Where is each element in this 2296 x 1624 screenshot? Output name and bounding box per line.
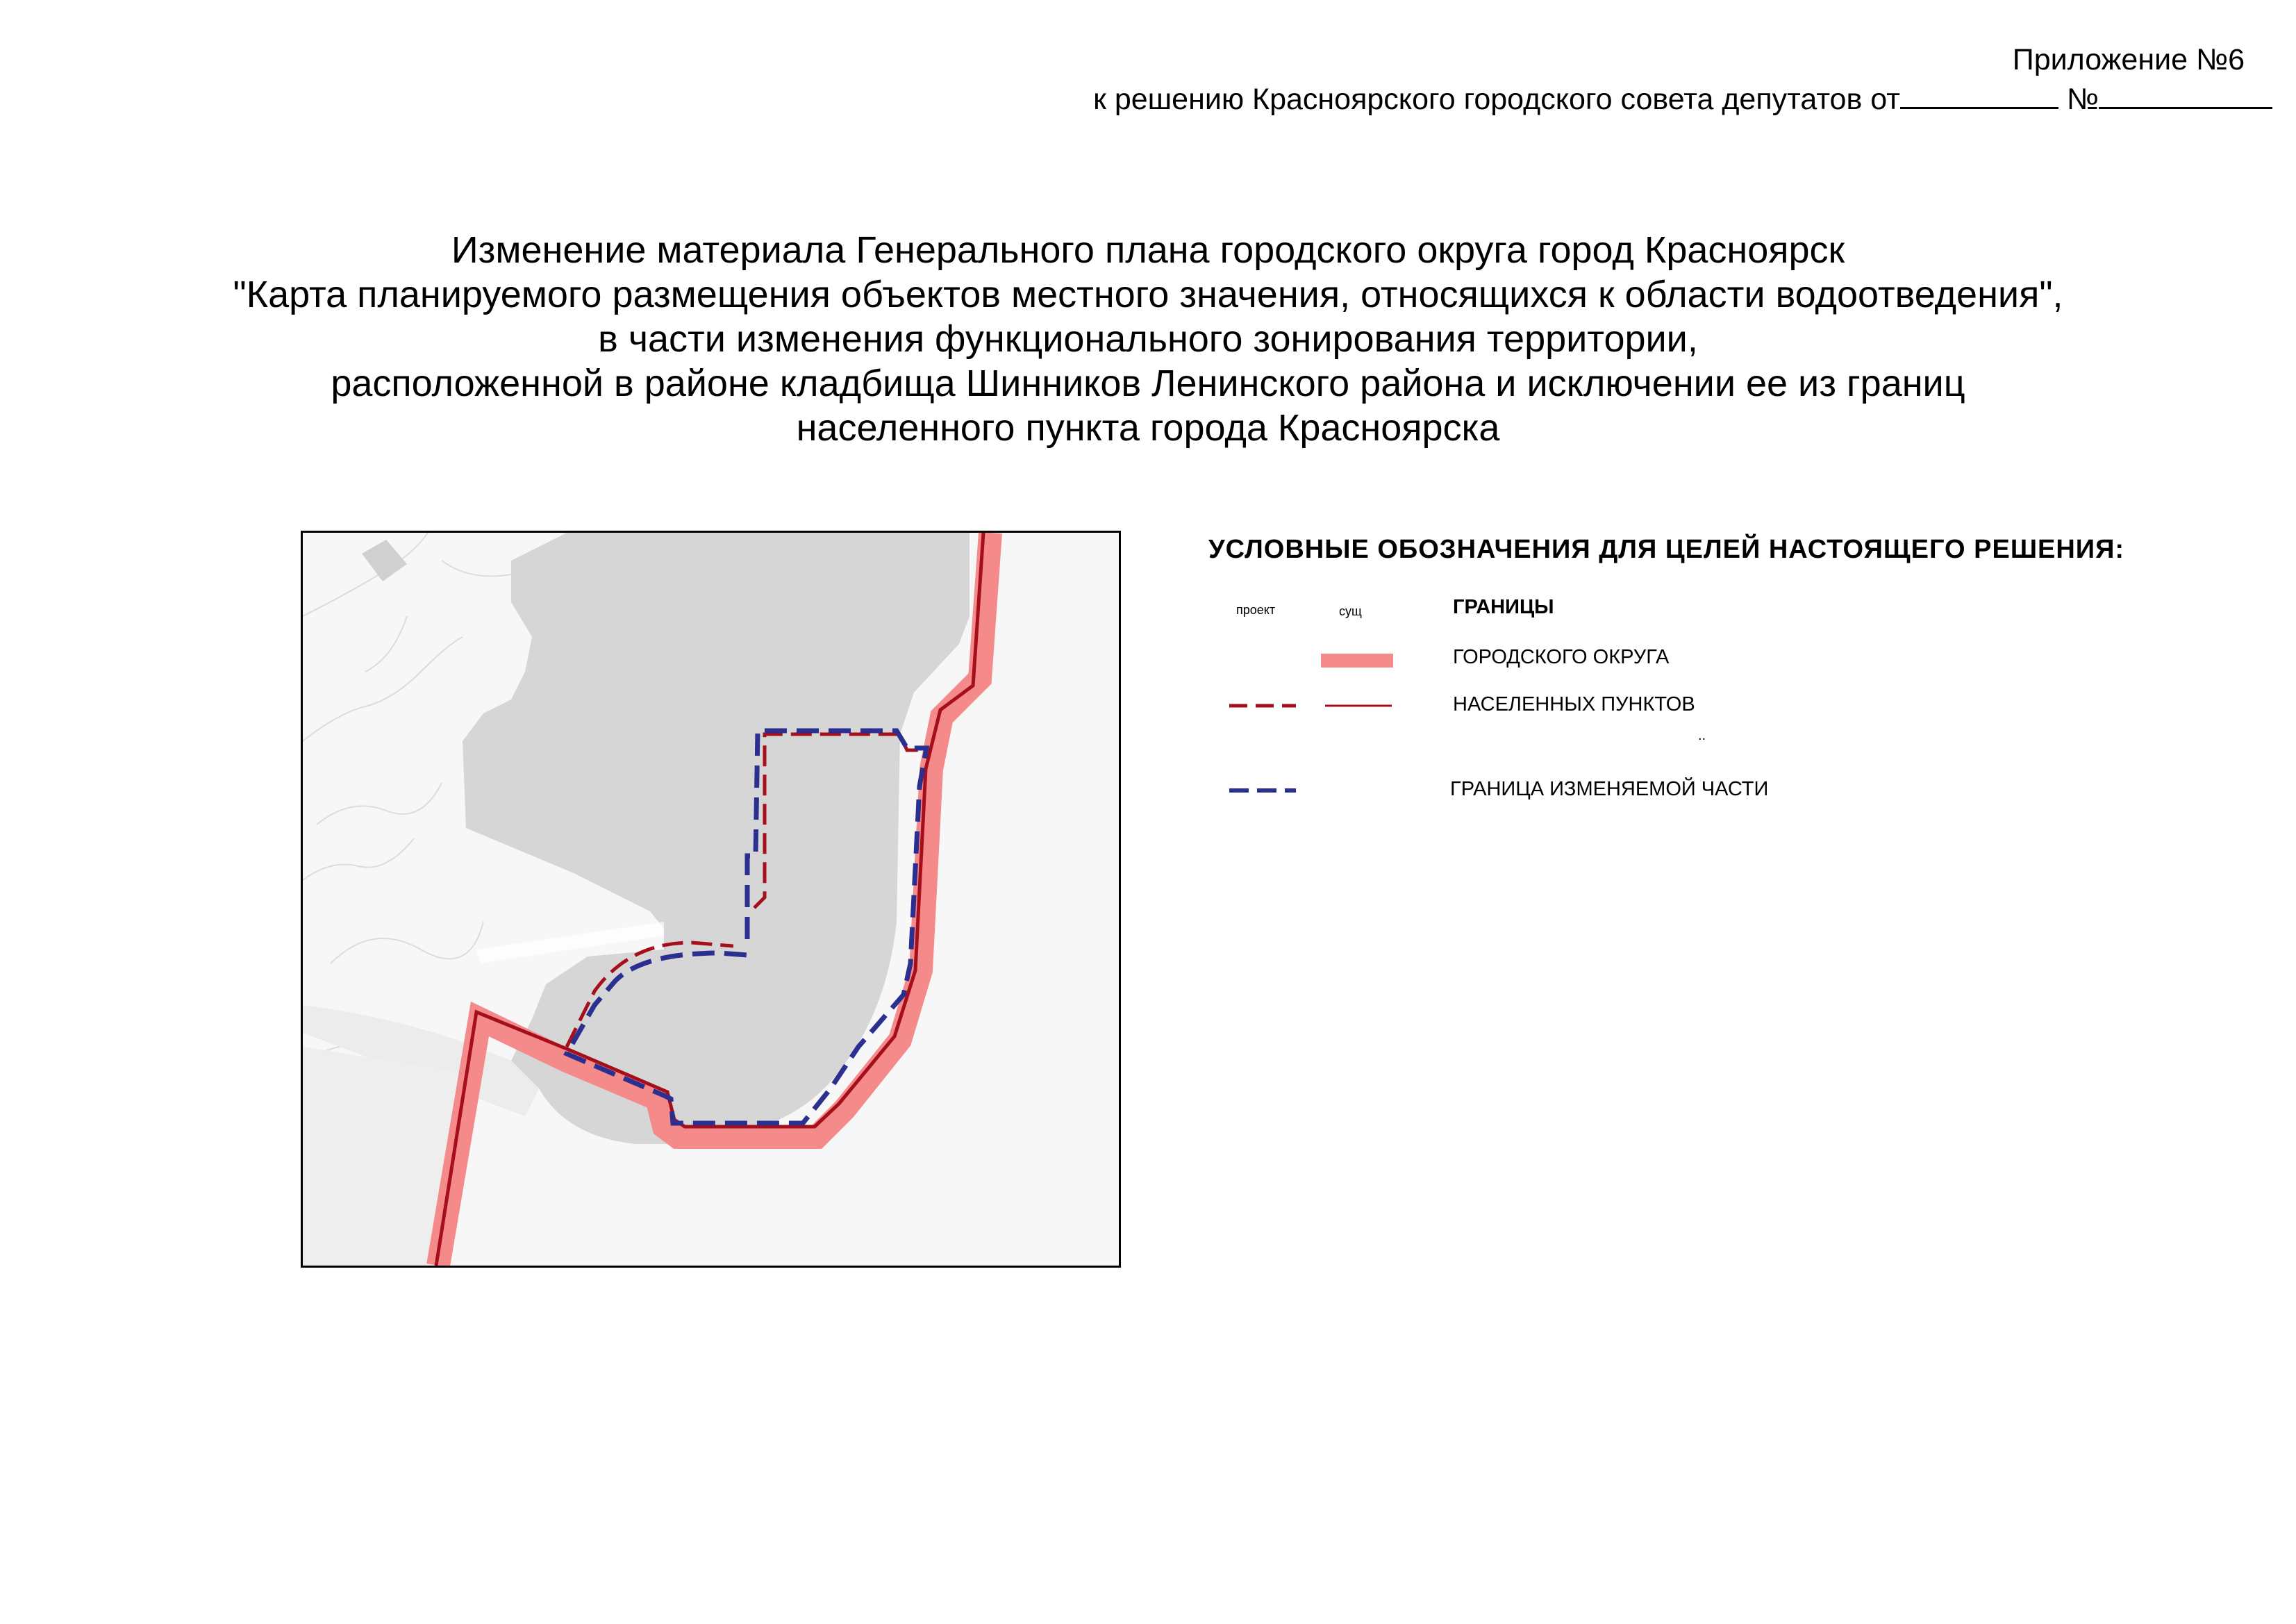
legend-row-settlement bbox=[1208, 693, 2181, 721]
legend-label-city: ГОРОДСКОГО ОКРУГА bbox=[1453, 646, 1670, 668]
settlement-project-swatch bbox=[1229, 702, 1299, 710]
legend-label-change: ГРАНИЦА ИЗМЕНЯЕМОЙ ЧАСТИ bbox=[1450, 778, 1769, 800]
document-header bbox=[1093, 40, 2272, 119]
stray-mark: .. bbox=[1698, 728, 1706, 743]
title-line-1: Изменение материала Генерального плана городского округа город Красноярск bbox=[451, 229, 1845, 271]
legend-header-row bbox=[1208, 596, 2181, 624]
change-boundary-swatch bbox=[1229, 786, 1299, 795]
number-blank bbox=[2099, 79, 2272, 109]
map-canvas bbox=[303, 533, 1119, 1266]
legend-row-change bbox=[1208, 778, 2181, 806]
legend-stray-row bbox=[1208, 728, 2181, 756]
map-frame bbox=[301, 531, 1121, 1268]
decision-prefix: к решению Красноярского городского совета депутатов от bbox=[1093, 83, 1900, 116]
legend-label-settlement: НАСЕЛЕННЫХ ПУНКТОВ bbox=[1453, 693, 1695, 715]
legend-section-title: ГРАНИЦЫ bbox=[1453, 596, 1554, 618]
legend-col-existing: сущ bbox=[1339, 604, 1362, 618]
city-boundary-swatch bbox=[1321, 652, 1397, 670]
title-line-4: расположенной в районе кладбища Шинников Ленинского района и исключении ее из границ bbox=[331, 363, 1965, 404]
title-line-5: населенного пункта города Красноярска bbox=[796, 407, 1500, 449]
decision-line bbox=[1093, 79, 2272, 119]
number-sign: № bbox=[2066, 83, 2099, 116]
title-line-2: "Карта планируемого размещения объектов местного значения, относящихся к области водоотведения", bbox=[233, 274, 2063, 315]
legend-col-project: проект bbox=[1236, 603, 1276, 617]
settlement-existing-swatch bbox=[1325, 703, 1395, 709]
title-line-3: в части изменения функционального зонирования территории, bbox=[598, 318, 1698, 360]
appendix-label: Приложение №6 bbox=[2012, 43, 2245, 76]
legend bbox=[1208, 535, 2181, 800]
legend-title: УСЛОВНЫЕ ОБОЗНАЧЕНИЯ ДЛЯ ЦЕЛЕЙ НАСТОЯЩЕГО РЕШЕНИЯ: bbox=[1208, 535, 2125, 564]
legend-row-city bbox=[1208, 646, 2181, 674]
document-title bbox=[0, 228, 2296, 450]
date-blank bbox=[1900, 79, 2058, 109]
